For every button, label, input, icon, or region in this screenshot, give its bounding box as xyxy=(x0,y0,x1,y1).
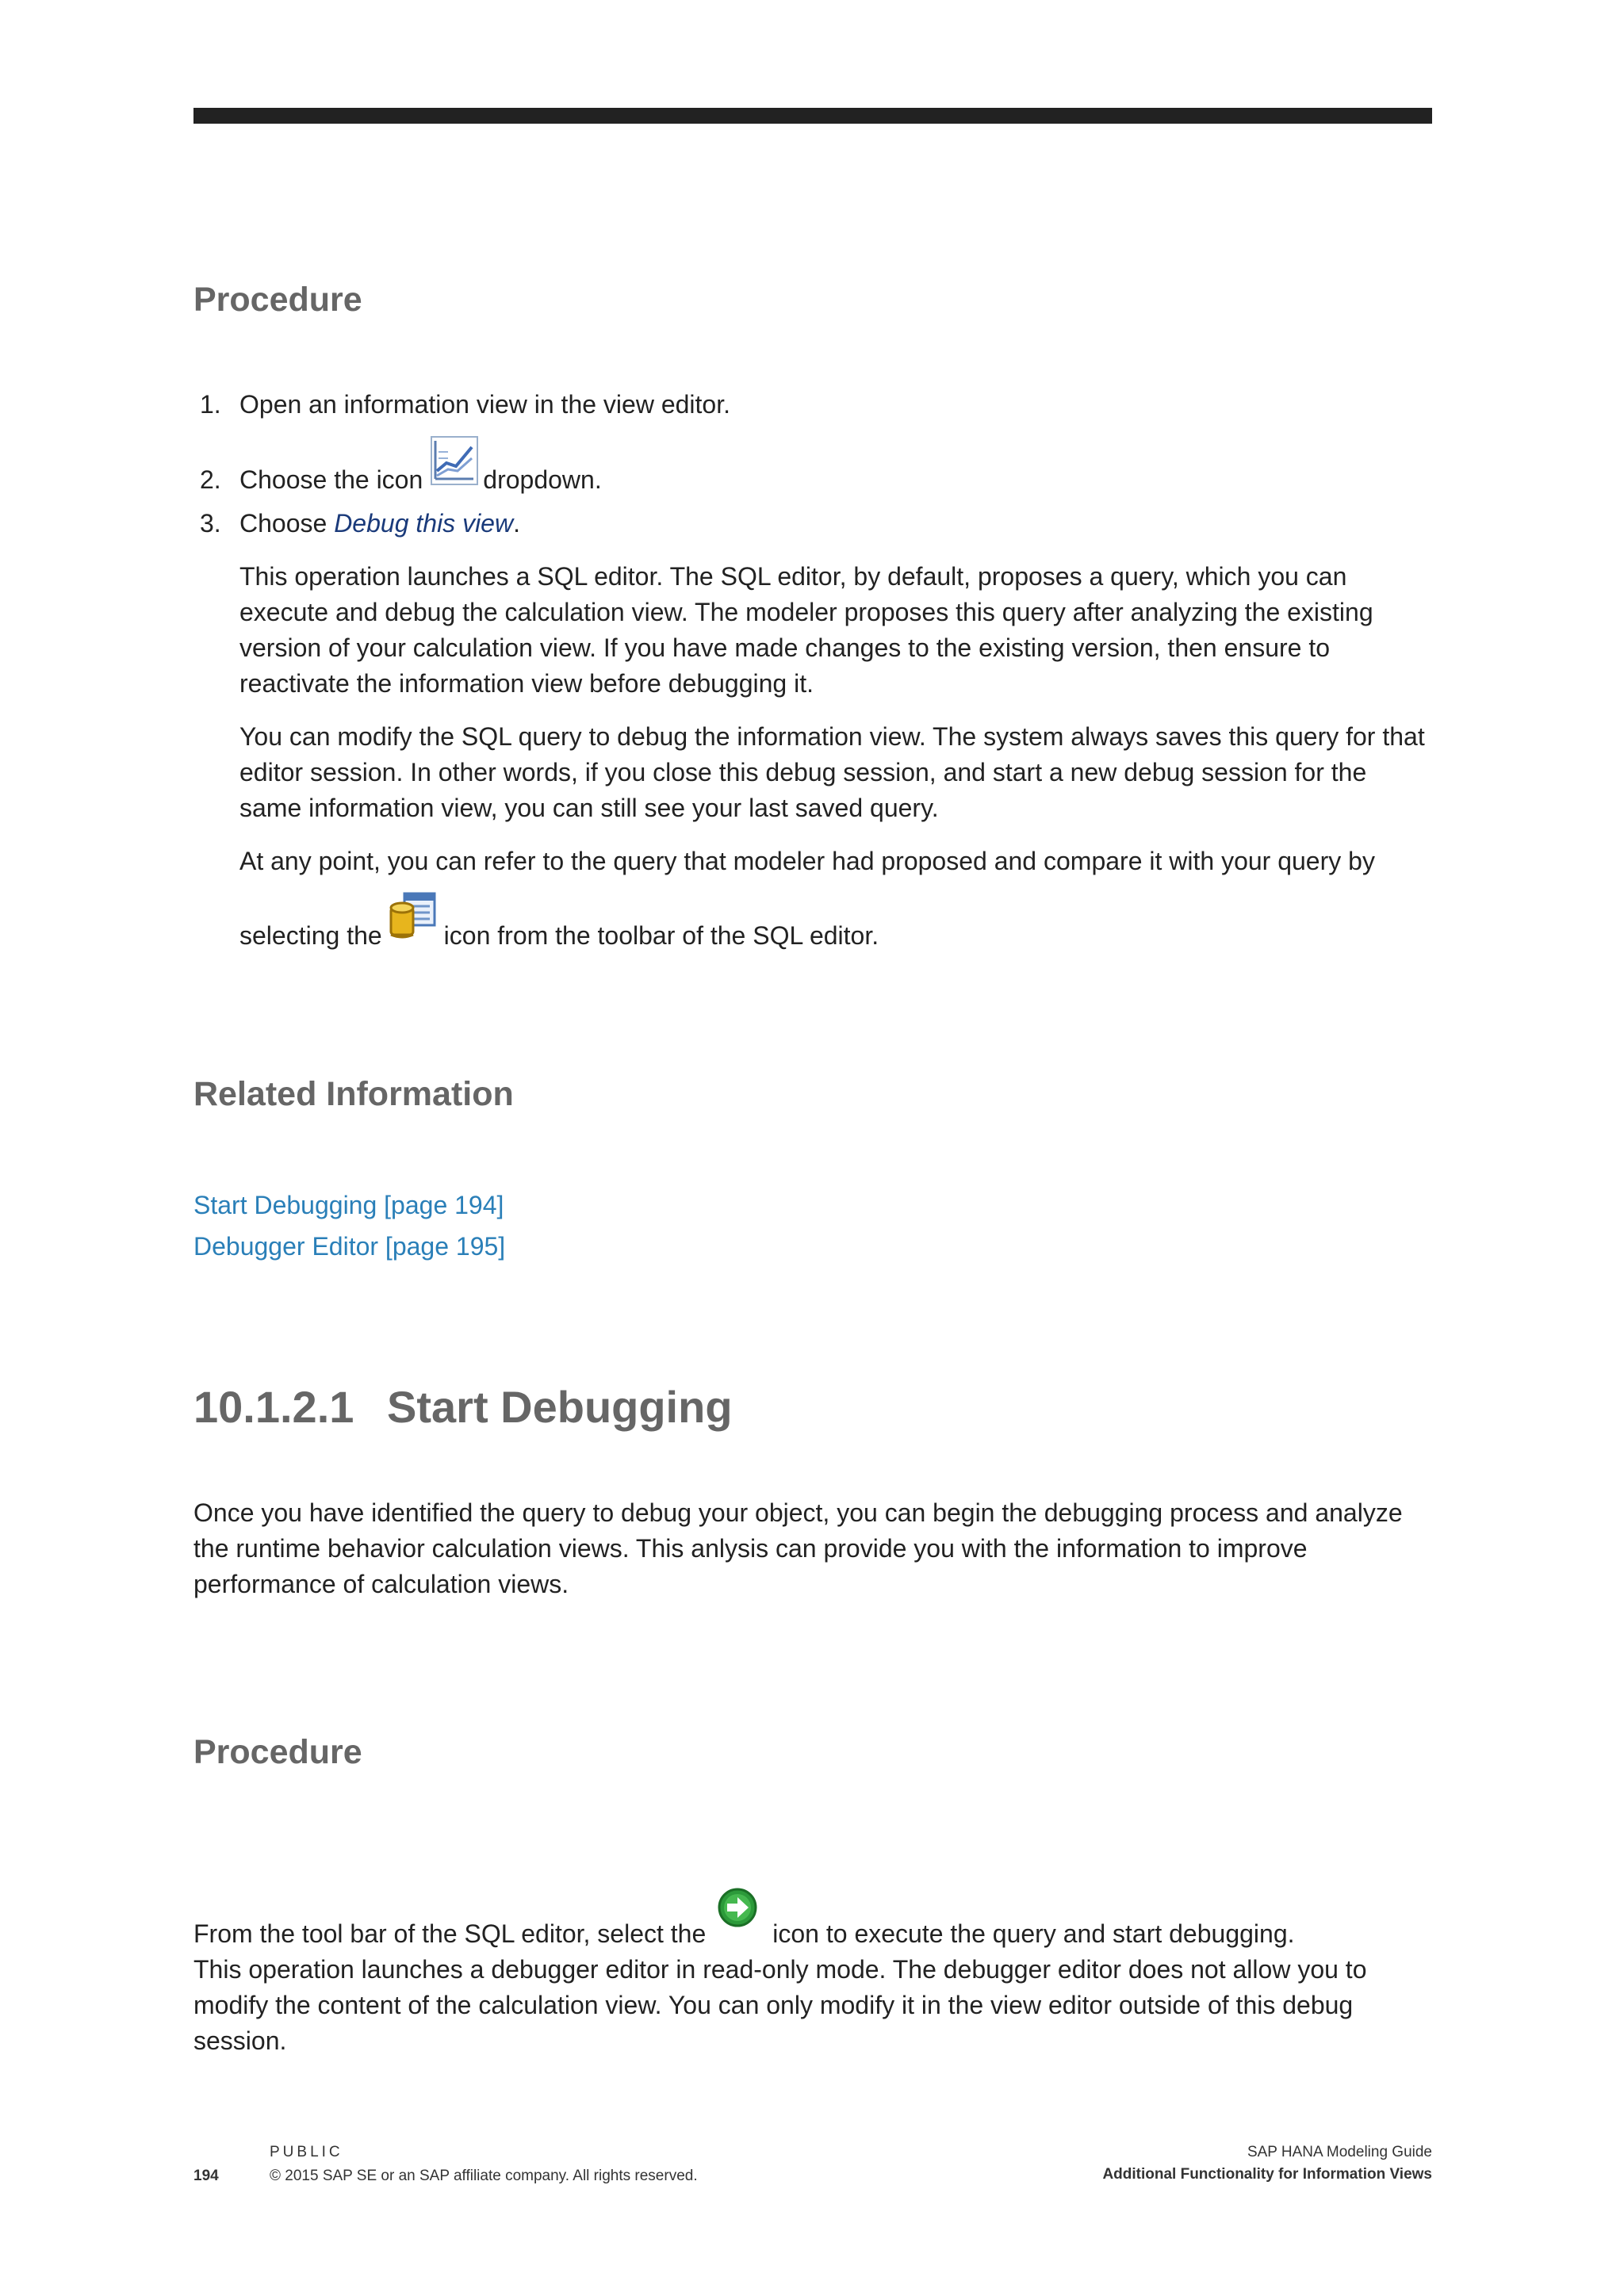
section-title-text: Start Debugging xyxy=(387,1382,733,1432)
green-execute-icon xyxy=(717,1887,758,1938)
procedure-2-line-1 xyxy=(193,1887,1432,1952)
procedure-2-paragraph: This operation launches a debugger editor in read-only mode. The debugger editor does not allow you to modify the content of the calculation view. You can only modify it in the view editor outside of this debug session. xyxy=(193,1955,1367,2055)
footer-copyright: © 2015 SAP SE or an SAP affiliate company. All rights reserved. xyxy=(270,2168,698,2184)
footer-classification: PUBLIC xyxy=(270,2144,343,2160)
step-2-text-post: dropdown. xyxy=(483,465,602,494)
step-3-number: 3. xyxy=(200,509,221,538)
step-3-text-post: . xyxy=(513,509,520,538)
footer-guide-title: SAP HANA Modeling Guide xyxy=(1247,2144,1432,2160)
step-2-text-pre: Choose the icon xyxy=(239,465,423,494)
step-3-paragraph-2: You can modify the SQL query to debug the information view. The system always saves this query for that editor session. In other words, if you close this debug session, and start a new debug session for the same information view, you can still see your last saved query. xyxy=(239,722,1425,822)
debug-this-view-label: Debug this view xyxy=(334,509,514,538)
step-3-paragraph-1: This operation launches a SQL editor. The SQL editor, by default, proposes a query, which you can execute and debug the calculation view. The modeler proposes this query after analyzing the existing version of your calculation view. If you have made changes to the existing version, then ensure to reactivate the information view before debugging it. xyxy=(239,562,1373,698)
procedure-steps xyxy=(193,387,1432,954)
compare-text-pre: selecting the xyxy=(239,921,382,950)
step-3-paragraph-3-line-2 xyxy=(239,892,1432,954)
step-2-number: 2. xyxy=(200,465,221,494)
step-1 xyxy=(193,387,1432,425)
footer-chapter-title: Additional Functionality for Information Views xyxy=(1102,2166,1432,2183)
related-information-heading: Related Information xyxy=(193,1075,514,1113)
section-title xyxy=(193,1381,733,1433)
execute-text-post: icon to execute the query and start debugging. xyxy=(772,1919,1295,1948)
link-start-debugging[interactable]: Start Debugging [page 194] xyxy=(193,1191,504,1219)
link-debugger-editor[interactable]: Debugger Editor [page 195] xyxy=(193,1232,506,1261)
header-rule xyxy=(193,108,1432,124)
step-1-text: Open an information view in the view editor. xyxy=(239,390,730,419)
compare-text-post: icon from the toolbar of the SQL editor. xyxy=(443,921,879,950)
step-3 xyxy=(193,506,1432,954)
step-3-text-pre: Choose xyxy=(239,509,335,538)
footer-page-number: 194 xyxy=(193,2168,219,2184)
section-intro: Once you have identified the query to debug your object, you can begin the debugging process and analyze the runtime behavior calculation views. This anlysis can provide you with the information to improve performance of calculation views. xyxy=(193,1498,1403,1598)
step-3-paragraph-3-line-1: At any point, you can refer to the query that modeler had proposed and compare it with your query by xyxy=(239,847,1375,875)
step-2 xyxy=(193,460,1432,498)
database-compare-icon xyxy=(389,892,438,949)
execute-text-pre: From the tool bar of the SQL editor, select the xyxy=(193,1919,707,1948)
step-1-number: 1. xyxy=(200,390,221,419)
procedure-heading-2: Procedure xyxy=(193,1733,362,1771)
chart-dropdown-icon xyxy=(431,436,478,495)
related-links xyxy=(193,1184,505,1267)
footer-right xyxy=(1102,2144,1432,2183)
procedure-2-body xyxy=(193,1887,1432,2059)
step-3-paragraph-3 xyxy=(239,844,1432,879)
procedure-heading: Procedure xyxy=(193,281,362,319)
section-number: 10.1.2.1 xyxy=(193,1382,354,1432)
